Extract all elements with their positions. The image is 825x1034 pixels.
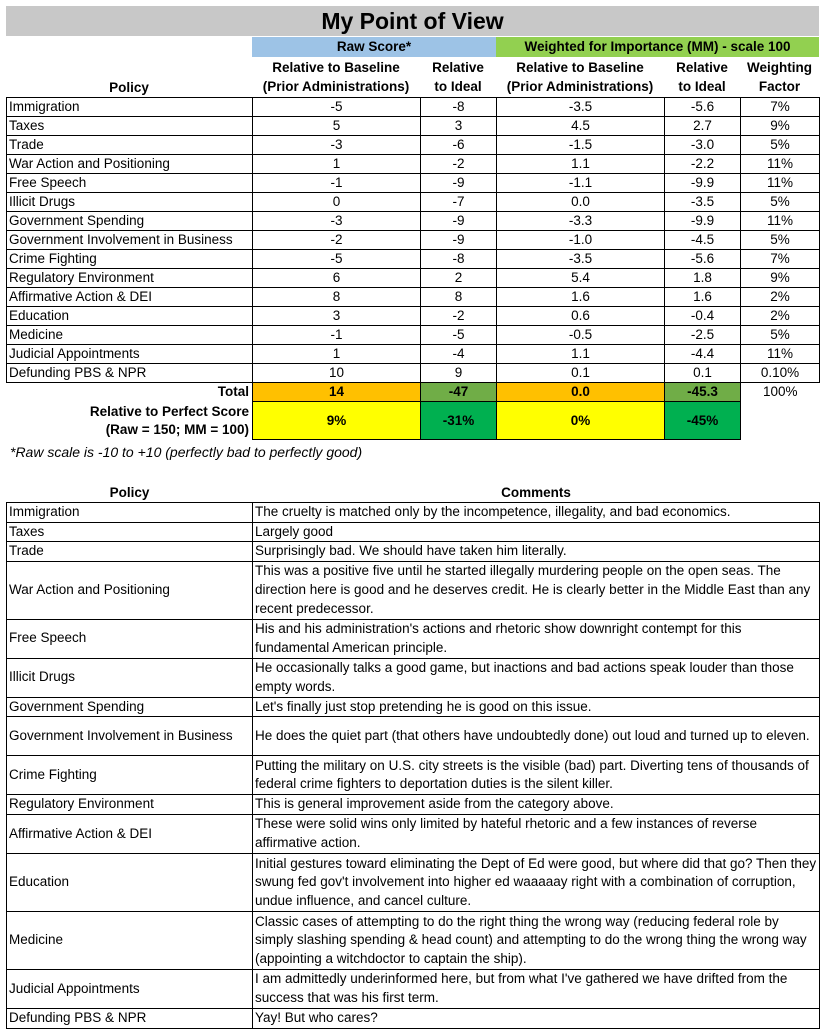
score-row (7, 326, 820, 345)
comment-policy: Free Speech (7, 619, 253, 658)
score-w-ideal: 2.7 (665, 117, 741, 136)
score-w-ideal: 1.6 (665, 288, 741, 307)
score-row (7, 174, 820, 193)
score-raw-ideal: -4 (421, 345, 497, 364)
comment-text: I am admittedly underinformed here, but from what I've gathered we have drifted from the success that was his first term. (253, 969, 820, 1008)
weighting-factor-header-line2: Factor (758, 79, 801, 94)
perfect-weighted-baseline: 0% (497, 402, 665, 440)
score-w-baseline: -1.1 (497, 174, 665, 193)
comment-policy: Illicit Drugs (7, 658, 253, 697)
score-raw-baseline: -2 (253, 231, 421, 250)
score-w-baseline: -0.5 (497, 326, 665, 345)
score-w-baseline: 1.6 (497, 288, 665, 307)
raw-ideal-header (420, 58, 496, 96)
total-weight: 100% (762, 384, 798, 400)
score-w-baseline: -3.3 (497, 212, 665, 231)
score-row (7, 155, 820, 174)
comment-text: He does the quiet part (that others have undoubtedly done) out loud and turned up to eleven. (253, 717, 820, 756)
total-raw-baseline: 14 (253, 383, 421, 402)
score-weight: 11% (741, 155, 820, 174)
policy-name: Education (7, 307, 253, 326)
score-raw-baseline: -3 (253, 212, 421, 231)
weighted-ideal-header-line2: to Ideal (678, 79, 726, 94)
score-w-baseline: 1.1 (497, 345, 665, 364)
score-raw-baseline: 5 (253, 117, 421, 136)
comment-row (7, 911, 820, 969)
comment-row (7, 542, 820, 562)
score-raw-ideal: -8 (421, 250, 497, 269)
comment-text: He occasionally talks a good game, but inactions and bad actions speak louder than those empty words. (253, 658, 820, 697)
score-w-baseline: 0.0 (497, 193, 665, 212)
comment-row (7, 658, 820, 697)
score-w-baseline: 5.4 (497, 269, 665, 288)
policy-name: Free Speech (7, 174, 253, 193)
perfect-weighted-ideal: -45% (665, 402, 741, 440)
score-row (7, 345, 820, 364)
score-weight: 2% (741, 288, 820, 307)
page-title: My Point of View (6, 6, 819, 36)
perfect-raw-ideal: -31% (421, 402, 497, 440)
score-w-baseline: -3.5 (497, 250, 665, 269)
score-raw-ideal: -9 (421, 174, 497, 193)
raw-ideal-header-line2: to Ideal (434, 79, 482, 94)
policy-name: Illicit Drugs (7, 193, 253, 212)
score-weight: 9% (741, 269, 820, 288)
comment-text: This is general improvement aside from the category above. (253, 795, 820, 815)
score-raw-baseline: 3 (253, 307, 421, 326)
score-weight: 11% (741, 345, 820, 364)
score-row (7, 288, 820, 307)
raw-baseline-header-line1: Relative to Baseline (272, 60, 400, 75)
score-row (7, 136, 820, 155)
score-raw-baseline: 10 (253, 364, 421, 383)
comment-row (7, 1008, 820, 1028)
score-row (7, 117, 820, 136)
score-weight: 7% (741, 250, 820, 269)
score-raw-ideal: -9 (421, 231, 497, 250)
policy-name: Judicial Appointments (7, 345, 253, 364)
weighted-baseline-header-line2: (Prior Administrations) (506, 79, 654, 94)
comment-text: The cruelty is matched only by the incompetence, illegality, and bad economics. (253, 503, 820, 523)
comments-header-row (7, 484, 820, 503)
score-row (7, 364, 820, 383)
comment-row (7, 756, 820, 795)
score-weight: 11% (741, 174, 820, 193)
score-row (7, 98, 820, 117)
weighted-baseline-header (496, 58, 664, 96)
comment-row (7, 717, 820, 756)
comment-policy: Trade (7, 542, 253, 562)
policy-name: Government Spending (7, 212, 253, 231)
comment-text: Yay! But who cares? (253, 1008, 820, 1028)
comment-row (7, 969, 820, 1008)
score-raw-ideal: -2 (421, 307, 497, 326)
total-label: Total (217, 384, 249, 400)
comment-policy: Government Involvement in Business (7, 717, 253, 756)
comment-text: Initial gestures toward eliminating the Dept of Ed were good, but where did that go? Then they swung fed gov't involvement into higher ed waaaaay right with a combination of corruption, undue influence, and cancel culture. (253, 853, 820, 911)
comment-policy: Education (7, 853, 253, 911)
score-raw-baseline: 1 (253, 155, 421, 174)
policy-column-header: Policy (109, 80, 149, 95)
perfect-score-label (7, 402, 253, 440)
comment-policy: Taxes (7, 522, 253, 542)
raw-baseline-header-line2: (Prior Administrations) (262, 79, 410, 94)
score-raw-ideal: -6 (421, 136, 497, 155)
policy-name: Defunding PBS & NPR (7, 364, 253, 383)
score-w-ideal: -4.4 (665, 345, 741, 364)
score-w-baseline: 0.1 (497, 364, 665, 383)
policy-name: Government Involvement in Business (7, 231, 253, 250)
score-raw-ideal: 8 (421, 288, 497, 307)
policy-name: War Action and Positioning (7, 155, 253, 174)
perfect-score-label-line2: (Raw = 150; MM = 100) (105, 421, 249, 437)
comment-text: Classic cases of attempting to do the right thing the wrong way (reducing federal role by simply slashing spending & head count) and attempting to do the wrong thing the wrong way (appointing a witchdoctor to captain the ship). (253, 911, 820, 969)
score-w-baseline: 0.6 (497, 307, 665, 326)
score-w-ideal: -9.9 (665, 212, 741, 231)
score-raw-ideal: -5 (421, 326, 497, 345)
score-w-baseline: -1.5 (497, 136, 665, 155)
comment-policy: Government Spending (7, 697, 253, 717)
score-raw-ideal: -7 (421, 193, 497, 212)
score-weight: 5% (741, 193, 820, 212)
total-weighted-baseline: 0.0 (497, 383, 665, 402)
comment-row (7, 503, 820, 523)
score-row (7, 307, 820, 326)
comment-row (7, 522, 820, 542)
comment-text: Let's finally just stop pretending he is good on this issue. (253, 697, 820, 717)
score-w-ideal: -4.5 (665, 231, 741, 250)
perfect-empty (741, 402, 820, 440)
score-w-ideal: -3.5 (665, 193, 741, 212)
comment-text: Largely good (253, 522, 820, 542)
score-raw-baseline: -1 (253, 326, 421, 345)
policy-name: Regulatory Environment (7, 269, 253, 288)
comment-policy: Judicial Appointments (7, 969, 253, 1008)
weighted-ideal-header (664, 58, 740, 96)
score-w-ideal: 0.1 (665, 364, 741, 383)
score-w-ideal: -2.5 (665, 326, 741, 345)
comment-text: These were solid wins only limited by hateful rhetoric and a few instances of reverse affirmative action. (253, 814, 820, 853)
comments-comments-header: Comments (501, 485, 571, 500)
comment-policy: Immigration (7, 503, 253, 523)
comment-text: His and his administration's actions and rhetoric show downright contempt for this fundamental American principle. (253, 619, 820, 658)
comment-row (7, 853, 820, 911)
score-w-ideal: -2.2 (665, 155, 741, 174)
comment-policy: Medicine (7, 911, 253, 969)
comment-policy: Affirmative Action & DEI (7, 814, 253, 853)
comment-text: Putting the military on U.S. city streets is the visible (bad) part. Diverting tens of thousands of federal crime fighters to deportation duties is the silent killer. (253, 756, 820, 795)
comment-text: Surprisingly bad. We should have taken him literally. (253, 542, 820, 562)
score-weight: 9% (741, 117, 820, 136)
score-raw-baseline: -3 (253, 136, 421, 155)
score-w-baseline: -3.5 (497, 98, 665, 117)
comment-row (7, 619, 820, 658)
score-w-baseline: -1.0 (497, 231, 665, 250)
policy-name: Affirmative Action & DEI (7, 288, 253, 307)
score-raw-baseline: 0 (253, 193, 421, 212)
comment-policy: Regulatory Environment (7, 795, 253, 815)
total-row (7, 383, 820, 402)
comment-row (7, 697, 820, 717)
comment-row (7, 795, 820, 815)
perfect-raw-baseline: 9% (253, 402, 421, 440)
score-row (7, 231, 820, 250)
comment-policy: Defunding PBS & NPR (7, 1008, 253, 1028)
score-row (7, 250, 820, 269)
perfect-score-label-line1: Relative to Perfect Score (89, 403, 249, 419)
score-w-ideal: -5.6 (665, 250, 741, 269)
raw-ideal-header-line1: Relative (432, 60, 484, 75)
score-raw-ideal: 9 (421, 364, 497, 383)
score-w-ideal: -3.0 (665, 136, 741, 155)
comments-policy-header: Policy (109, 485, 150, 500)
policy-name: Medicine (7, 326, 253, 345)
score-raw-ideal: -8 (421, 98, 497, 117)
total-raw-ideal: -47 (421, 383, 497, 402)
weighting-factor-header (740, 58, 819, 96)
score-row (7, 212, 820, 231)
policy-name: Crime Fighting (7, 250, 253, 269)
score-w-baseline: 4.5 (497, 117, 665, 136)
comment-row (7, 814, 820, 853)
policy-name: Trade (7, 136, 253, 155)
score-raw-baseline: -5 (253, 250, 421, 269)
footnote: *Raw scale is -10 to +10 (perfectly bad to perfectly good) (10, 444, 363, 460)
score-row (7, 193, 820, 212)
policy-name: Immigration (7, 98, 253, 117)
raw-score-group-header: Raw Score* (252, 37, 496, 57)
score-raw-ideal: -9 (421, 212, 497, 231)
score-weight: 5% (741, 136, 820, 155)
score-w-ideal: -9.9 (665, 174, 741, 193)
comment-row (7, 561, 820, 619)
score-weight: 0.10% (741, 364, 820, 383)
weighted-group-header: Weighted for Importance (MM) - scale 100 (496, 37, 819, 57)
score-row (7, 269, 820, 288)
score-raw-ideal: 3 (421, 117, 497, 136)
score-weight: 5% (741, 231, 820, 250)
policy-name: Taxes (7, 117, 253, 136)
weighted-baseline-header-line1: Relative to Baseline (516, 60, 644, 75)
score-raw-ideal: -2 (421, 155, 497, 174)
score-w-baseline: 1.1 (497, 155, 665, 174)
comment-text: This was a positive five until he started illegally murdering people on the open seas. The direction here is good and he deserves credit. He is clearly better in the Middle East than any recent predecessor. (253, 561, 820, 619)
score-raw-baseline: -1 (253, 174, 421, 193)
comments-table (6, 484, 820, 1029)
total-weighted-ideal: -45.3 (665, 383, 741, 402)
score-w-ideal: -5.6 (665, 98, 741, 117)
score-weight: 2% (741, 307, 820, 326)
score-raw-baseline: -5 (253, 98, 421, 117)
comment-policy: War Action and Positioning (7, 561, 253, 619)
score-raw-baseline: 1 (253, 345, 421, 364)
score-raw-ideal: 2 (421, 269, 497, 288)
score-raw-baseline: 8 (253, 288, 421, 307)
scores-table (6, 97, 820, 440)
score-weight: 7% (741, 98, 820, 117)
score-raw-baseline: 6 (253, 269, 421, 288)
score-w-ideal: -0.4 (665, 307, 741, 326)
weighted-ideal-header-line1: Relative (676, 60, 728, 75)
score-weight: 11% (741, 212, 820, 231)
comment-policy: Crime Fighting (7, 756, 253, 795)
score-w-ideal: 1.8 (665, 269, 741, 288)
score-weight: 5% (741, 326, 820, 345)
perfect-score-row (7, 402, 820, 440)
weighting-factor-header-line1: Weighting (747, 60, 812, 75)
raw-baseline-header (252, 58, 420, 96)
